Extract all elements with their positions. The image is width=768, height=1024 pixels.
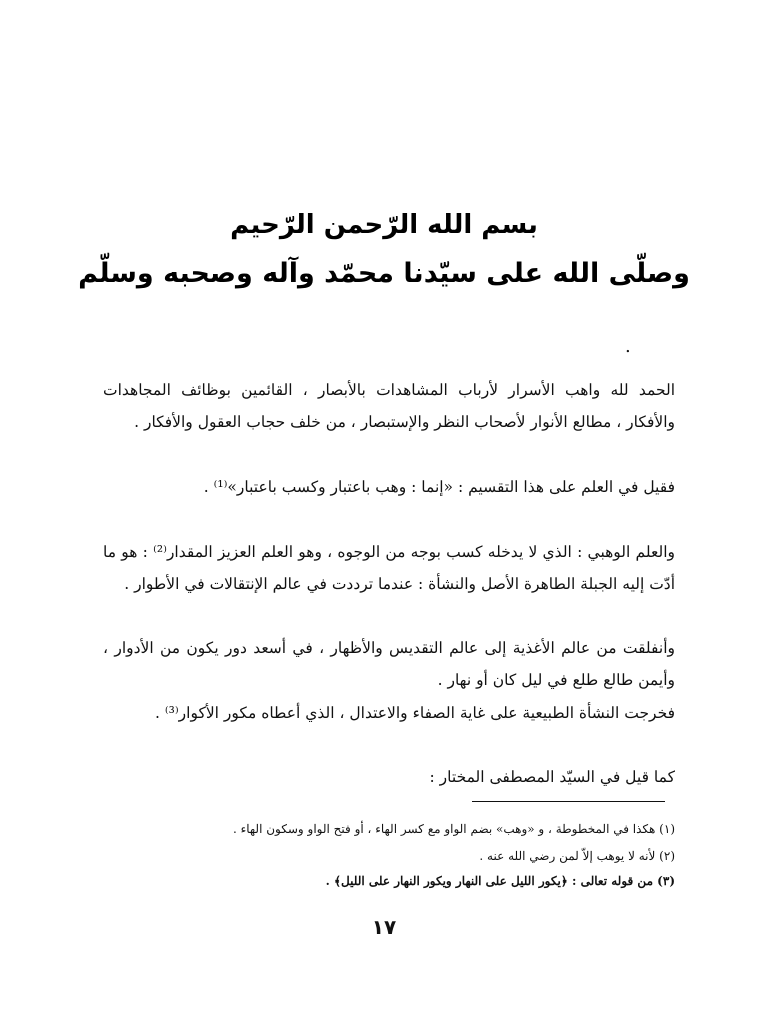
paragraph-4: وأنفلقت من عالم الأغذية إلى عالم التقديس والأظهار ، في أسعد دور يكون من الأدوار ، وأيمن طالع طلع في ليل كان أو نهار .: [103, 639, 675, 689]
footnote-1: (١) هكذا في المخطوطة ، و «وهب» بضم الواو مع كسر الهاء ، أو فتح الواو وسكون الهاء .: [232, 822, 675, 836]
paragraph-3: والعلم الوهبي : الذي لا يدخله كسب بوجه من الوجوه ، وهو العلم العزيز المقدار⁽²⁾ : هو ما أدّت إليه الجبلة الطاهرة الأصل والنشأة : عندما ترددت في عالم الإنتقالات في الأطوار .: [103, 543, 675, 593]
footnote-2: (٢) لأنه لا يوهب إلاّ لمن رضي الله عنه .: [479, 849, 675, 863]
paragraph-5: فخرجت النشأة الطبيعية على غاية الصفاء والاعتدال ، الذي أعطاه مكور الأكوار⁽³⁾ .: [154, 704, 675, 722]
basmala-heading: بسم الله الرّحمن الرّحيم: [230, 210, 538, 240]
footnote-divider: [472, 801, 665, 802]
paragraph-1: الحمد لله واهب الأسرار لأرباب المشاهدات بالأبصار ، القائمين بوظائف المجاهدات والأفكار ، مطالع الأنوار لأصحاب النظر والإستبصار ، من خلف حجاب العقول والأفكار .: [103, 381, 675, 431]
salawat-heading: وصلّى الله على سيّدنا محمّد وآله وصحبه وسلّم: [78, 258, 690, 289]
separator-dot: .: [625, 336, 631, 357]
paragraph-6: كما قيل في السيّد المصطفى المختار :: [429, 768, 675, 786]
footnote-3: (٣) من قوله تعالى : ﴿يكور الليل على النهار ويكور النهار على الليل﴾ .: [325, 874, 675, 888]
paragraph-2: فقيل في العلم على هذا التقسيم : «إنما : وهب باعتبار وكسب باعتبار»⁽¹⁾ .: [203, 478, 675, 496]
page-number: ١٧: [371, 915, 397, 939]
